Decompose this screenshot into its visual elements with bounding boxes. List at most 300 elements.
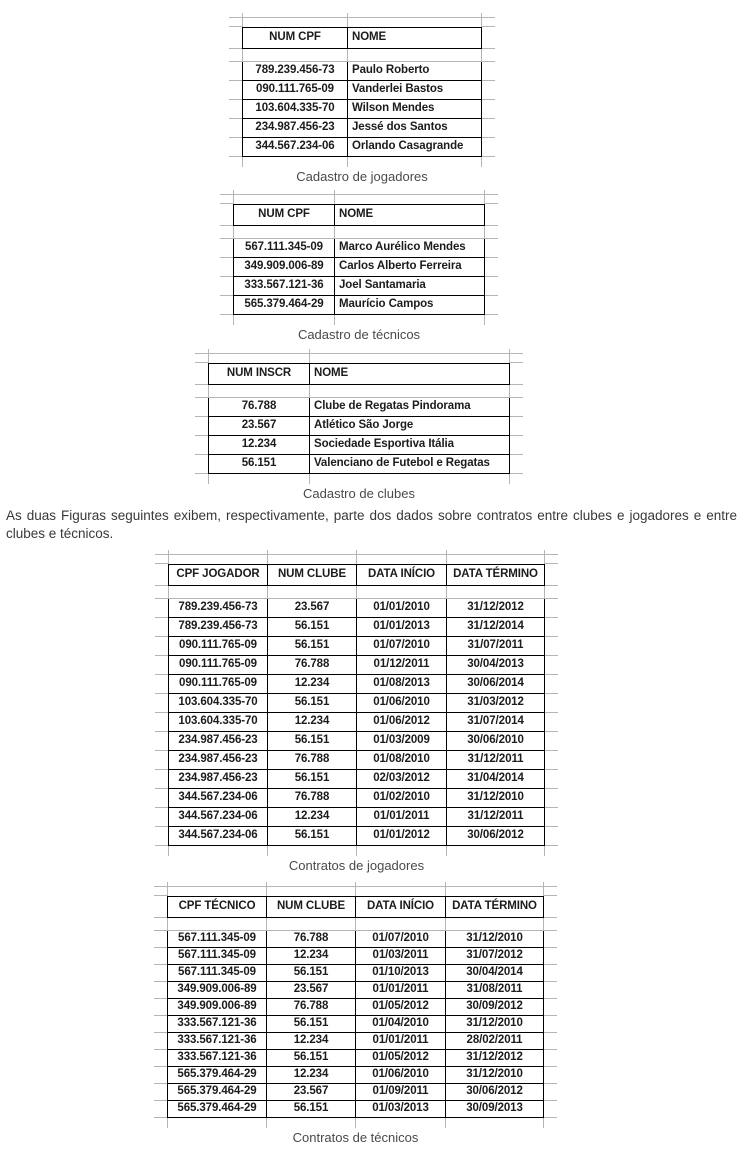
cell: 090.111.765-09 <box>242 81 348 100</box>
cell: 349.909.006-89 <box>233 258 335 277</box>
gridline-fringe-cell <box>510 417 523 436</box>
cell: 56.151 <box>267 1101 356 1118</box>
cell: 01/06/2010 <box>357 694 447 713</box>
gridline-fringe-cell <box>545 732 558 751</box>
cell: 565.379.464-29 <box>167 1067 267 1084</box>
caption-cadastro-de-clubes: Cadastro de clubes <box>302 486 415 501</box>
cell: 789.239.456-73 <box>242 62 348 81</box>
gridline-fringe-cell <box>242 18 348 27</box>
gridline-fringe-cell <box>485 204 498 226</box>
cell: 01/06/2012 <box>357 713 447 732</box>
cell: 01/03/2011 <box>356 948 446 965</box>
gridline-fringe-cell <box>544 999 557 1016</box>
excel-table-host <box>155 550 558 856</box>
gridline-fringe-cell <box>485 239 498 258</box>
gridline-fringe-cell <box>348 18 482 27</box>
caption-cadastro-de-jogadores: Cadastro de jogadores <box>296 169 428 184</box>
cell: Jessé dos Santos <box>348 119 482 138</box>
cell: 01/05/2012 <box>356 1050 446 1067</box>
column-header: NUM CPF <box>242 27 348 49</box>
gridline-fringe-cell <box>154 1118 167 1128</box>
gridline-fringe-cell <box>154 887 167 896</box>
cell: 12.234 <box>268 675 357 694</box>
gridline-fringe-cell <box>195 455 208 474</box>
column-header: NUM CPF <box>233 204 335 226</box>
gridline-fringe-cell <box>446 887 544 896</box>
gridline-fringe-cell <box>220 315 233 325</box>
gridline-fringe-cell <box>545 846 558 856</box>
gridline-fringe-cell <box>545 770 558 789</box>
gridline-fringe-cell <box>482 119 495 138</box>
gridline-fringe-cell <box>544 1101 557 1118</box>
cell: 56.151 <box>268 694 357 713</box>
excel-table-host <box>220 190 498 325</box>
cell: 01/02/2010 <box>357 789 447 808</box>
table-cadastro-de-clubes <box>195 349 523 484</box>
cell: 01/05/2012 <box>356 999 446 1016</box>
gridline-fringe-cell <box>545 618 558 637</box>
gridline-fringe-cell <box>482 27 495 49</box>
column-header: NOME <box>310 363 510 385</box>
cell: 30/04/2013 <box>447 656 545 675</box>
gridline-fringe-cell <box>544 965 557 982</box>
gridline-fringe-cell <box>195 398 208 417</box>
gridline-fringe-cell <box>229 62 242 81</box>
gridline-fringe-cell <box>485 315 498 325</box>
gridline-fringe-cell <box>229 138 242 157</box>
cell: Wilson Mendes <box>348 100 482 119</box>
cell: 76.788 <box>208 398 310 417</box>
cell: 344.567.234-06 <box>168 827 268 846</box>
column-header: NUM INSCR <box>208 363 310 385</box>
gridline-fringe-cell <box>220 277 233 296</box>
cell: 56.151 <box>208 455 310 474</box>
cell: 01/07/2010 <box>356 931 446 948</box>
cell: 31/12/2010 <box>447 789 545 808</box>
gridline-fringe-cell <box>195 385 208 398</box>
cell: 567.111.345-09 <box>167 965 267 982</box>
cell: 30/09/2012 <box>446 999 544 1016</box>
cell: 31/12/2010 <box>446 931 544 948</box>
cell: Carlos Alberto Ferreira <box>335 258 485 277</box>
gridline-fringe-cell <box>510 398 523 417</box>
gridline-fringe-cell <box>485 195 498 204</box>
excel-table-host <box>195 349 523 484</box>
cell: 01/01/2013 <box>357 618 447 637</box>
gridline-fringe-cell <box>545 599 558 618</box>
gridline-fringe-cell <box>220 195 233 204</box>
figure-cadastro-de-tecnicos <box>220 190 498 343</box>
cell: 01/01/2011 <box>356 1033 446 1050</box>
cell: 090.111.765-09 <box>168 656 268 675</box>
cell: 01/03/2013 <box>356 1101 446 1118</box>
gridline-fringe-cell <box>544 931 557 948</box>
cell: 12.234 <box>267 1033 356 1050</box>
cell: 23.567 <box>267 982 356 999</box>
gridline-fringe-cell <box>510 436 523 455</box>
gridline-fringe-cell <box>208 354 310 363</box>
gridline-fringe-cell <box>544 896 557 918</box>
cell: 333.567.121-36 <box>167 1016 267 1033</box>
cell: 76.788 <box>268 751 357 770</box>
cell: Atlético São Jorge <box>310 417 510 436</box>
gridline-fringe-cell <box>155 675 168 694</box>
gridline-fringe-cell <box>482 81 495 100</box>
gridline-fringe-cell <box>485 258 498 277</box>
gridline-fringe-cell <box>482 138 495 157</box>
cell: 565.379.464-29 <box>167 1084 267 1101</box>
cell: 31/07/2012 <box>446 948 544 965</box>
column-header: NUM CLUBE <box>267 896 356 918</box>
caption-contratos-de-tecnicos: Contratos de técnicos <box>292 1130 419 1145</box>
gridline-fringe-cell <box>446 918 544 931</box>
cell: 30/06/2012 <box>447 827 545 846</box>
gridline-fringe-cell <box>229 119 242 138</box>
cell: 01/12/2011 <box>357 656 447 675</box>
gridline-fringe-cell <box>155 808 168 827</box>
cell: 31/07/2014 <box>447 713 545 732</box>
column-header: DATA INÍCIO <box>357 564 447 586</box>
cell: 333.567.121-36 <box>233 277 335 296</box>
gridline-fringe-cell <box>229 27 242 49</box>
gridline-fringe-cell <box>229 157 242 167</box>
cell: 31/12/2010 <box>446 1016 544 1033</box>
gridline-fringe-cell <box>447 555 545 564</box>
column-header: NOME <box>335 204 485 226</box>
gridline-fringe-cell <box>310 385 510 398</box>
document-page <box>0 13 745 1166</box>
cell: 01/03/2009 <box>357 732 447 751</box>
cell: 565.379.464-29 <box>167 1101 267 1118</box>
gridline-fringe-cell <box>155 751 168 770</box>
gridline-fringe-cell <box>155 564 168 586</box>
cell: Paulo Roberto <box>348 62 482 81</box>
cell: Marco Aurélico Mendes <box>335 239 485 258</box>
gridline-fringe-cell <box>155 637 168 656</box>
gridline-fringe-cell <box>229 49 242 62</box>
cell: 789.239.456-73 <box>168 599 268 618</box>
cell: 12.234 <box>267 948 356 965</box>
cell: 103.604.335-70 <box>168 713 268 732</box>
cell: 76.788 <box>267 931 356 948</box>
excel-table-host <box>154 882 557 1128</box>
gridline-fringe-cell <box>544 1033 557 1050</box>
cell: 01/08/2013 <box>357 675 447 694</box>
cell: 56.151 <box>268 618 357 637</box>
gridline-fringe-cell <box>155 618 168 637</box>
gridline-fringe-cell <box>155 846 168 856</box>
gridline-fringe-cell <box>510 455 523 474</box>
cell: 31/12/2012 <box>447 599 545 618</box>
gridline-fringe-cell <box>155 713 168 732</box>
cell: 333.567.121-36 <box>167 1033 267 1050</box>
figure-cadastro-de-jogadores <box>229 13 495 185</box>
caption-cadastro-de-tecnicos: Cadastro de técnicos <box>297 327 421 342</box>
cell: 31/07/2011 <box>447 637 545 656</box>
gridline-fringe-cell <box>357 846 447 856</box>
gridline-fringe-cell <box>356 1118 446 1128</box>
cell: 31/03/2012 <box>447 694 545 713</box>
figure-contratos-de-jogadores <box>155 550 558 874</box>
gridline-fringe-cell <box>220 239 233 258</box>
gridline-fringe-cell <box>545 564 558 586</box>
cell: 344.567.234-06 <box>168 789 268 808</box>
cell: 234.987.456-23 <box>168 751 268 770</box>
gridline-fringe-cell <box>268 846 357 856</box>
cell: 789.239.456-73 <box>168 618 268 637</box>
gridline-fringe-cell <box>195 354 208 363</box>
gridline-fringe-cell <box>545 713 558 732</box>
cell: 56.151 <box>268 732 357 751</box>
column-header: CPF JOGADOR <box>168 564 268 586</box>
gridline-fringe-cell <box>220 258 233 277</box>
gridline-fringe-cell <box>357 555 447 564</box>
cell: 090.111.765-09 <box>168 637 268 656</box>
cell: 344.567.234-06 <box>168 808 268 827</box>
gridline-fringe-cell <box>229 100 242 119</box>
gridline-fringe-cell <box>357 586 447 599</box>
cell: 31/12/2011 <box>447 751 545 770</box>
cell: 12.234 <box>208 436 310 455</box>
gridline-fringe-cell <box>155 694 168 713</box>
cell: 01/01/2011 <box>356 982 446 999</box>
cell: 30/09/2013 <box>446 1101 544 1118</box>
gridline-fringe-cell <box>242 49 348 62</box>
cell: 01/01/2010 <box>357 599 447 618</box>
gridline-fringe-cell <box>545 751 558 770</box>
cell: 234.987.456-23 <box>242 119 348 138</box>
cell: 31/12/2014 <box>447 618 545 637</box>
gridline-fringe-cell <box>220 204 233 226</box>
cell: 23.567 <box>208 417 310 436</box>
cell: 30/06/2012 <box>446 1084 544 1101</box>
gridline-fringe-cell <box>267 1118 356 1128</box>
excel-table-host <box>229 13 495 167</box>
gridline-fringe-cell <box>154 896 167 918</box>
cell: 76.788 <box>267 999 356 1016</box>
gridline-fringe-cell <box>335 315 485 325</box>
cell: 31/12/2012 <box>446 1050 544 1067</box>
column-header: DATA TÉRMINO <box>446 896 544 918</box>
gridline-fringe-cell <box>154 1101 167 1118</box>
cell: 30/06/2010 <box>447 732 545 751</box>
gridline-fringe-cell <box>195 474 208 484</box>
gridline-fringe-cell <box>510 363 523 385</box>
gridline-fringe-cell <box>335 226 485 239</box>
gridline-fringe-cell <box>510 354 523 363</box>
gridline-fringe-cell <box>544 948 557 965</box>
table-cadastro-de-tecnicos <box>220 190 498 325</box>
gridline-fringe-cell <box>195 436 208 455</box>
column-header: CPF TÉCNICO <box>167 896 267 918</box>
gridline-fringe-cell <box>154 1016 167 1033</box>
cell: 31/12/2010 <box>446 1067 544 1084</box>
gridline-fringe-cell <box>154 948 167 965</box>
gridline-fringe-cell <box>155 732 168 751</box>
gridline-fringe-cell <box>168 586 268 599</box>
figure-cadastro-de-clubes <box>195 349 523 502</box>
gridline-fringe-cell <box>544 982 557 999</box>
cell: 103.604.335-70 <box>242 100 348 119</box>
cell: 01/06/2010 <box>356 1067 446 1084</box>
gridline-fringe-cell <box>545 694 558 713</box>
gridline-fringe-cell <box>155 827 168 846</box>
cell: 23.567 <box>267 1084 356 1101</box>
gridline-fringe-cell <box>356 887 446 896</box>
gridline-fringe-cell <box>229 18 242 27</box>
gridline-fringe-cell <box>348 157 482 167</box>
cell: Clube de Regatas Pindorama <box>310 398 510 417</box>
gridline-fringe-cell <box>208 474 310 484</box>
cell: 01/07/2010 <box>357 637 447 656</box>
cell: 103.604.335-70 <box>168 694 268 713</box>
table-contratos-de-tecnicos <box>154 882 557 1128</box>
cell: Maurício Campos <box>335 296 485 315</box>
gridline-fringe-cell <box>154 999 167 1016</box>
cell: 56.151 <box>267 1050 356 1067</box>
cell: Sociedade Esportiva Itália <box>310 436 510 455</box>
cell: 12.234 <box>267 1067 356 1084</box>
gridline-fringe-cell <box>154 931 167 948</box>
cell: 090.111.765-09 <box>168 675 268 694</box>
cell: 30/04/2014 <box>446 965 544 982</box>
gridline-fringe-cell <box>482 62 495 81</box>
gridline-fringe-cell <box>154 982 167 999</box>
gridline-fringe-cell <box>242 157 348 167</box>
cell: 01/01/2011 <box>357 808 447 827</box>
gridline-fringe-cell <box>220 296 233 315</box>
cell: 01/09/2011 <box>356 1084 446 1101</box>
gridline-fringe-cell <box>267 918 356 931</box>
cell: 234.987.456-23 <box>168 770 268 789</box>
gridline-fringe-cell <box>482 49 495 62</box>
gridline-fringe-cell <box>348 49 482 62</box>
cell: 28/02/2011 <box>446 1033 544 1050</box>
gridline-fringe-cell <box>168 555 268 564</box>
gridline-fringe-cell <box>233 195 335 204</box>
cell: 56.151 <box>268 827 357 846</box>
gridline-fringe-cell <box>167 1118 267 1128</box>
cell: 56.151 <box>267 1016 356 1033</box>
cell: 12.234 <box>268 713 357 732</box>
cell: 31/04/2014 <box>447 770 545 789</box>
cell: 12.234 <box>268 808 357 827</box>
gridline-fringe-cell <box>510 474 523 484</box>
gridline-fringe-cell <box>447 846 545 856</box>
gridline-fringe-cell <box>267 887 356 896</box>
gridline-fringe-cell <box>154 918 167 931</box>
cell: 333.567.121-36 <box>167 1050 267 1067</box>
gridline-fringe-cell <box>544 1016 557 1033</box>
gridline-fringe-cell <box>545 656 558 675</box>
gridline-fringe-cell <box>545 637 558 656</box>
cell: 349.909.006-89 <box>167 982 267 999</box>
caption-contratos-de-jogadores: Contratos de jogadores <box>288 858 425 873</box>
cell: 30/06/2014 <box>447 675 545 694</box>
gridline-fringe-cell <box>544 918 557 931</box>
gridline-fringe-cell <box>545 808 558 827</box>
gridline-fringe-cell <box>155 599 168 618</box>
gridline-fringe-cell <box>167 918 267 931</box>
column-header: DATA TÉRMINO <box>447 564 545 586</box>
gridline-fringe-cell <box>335 195 485 204</box>
gridline-fringe-cell <box>545 555 558 564</box>
gridline-fringe-cell <box>154 1050 167 1067</box>
gridline-fringe-cell <box>195 417 208 436</box>
cell: 76.788 <box>268 656 357 675</box>
cell: 31/12/2011 <box>447 808 545 827</box>
cell: 23.567 <box>268 599 357 618</box>
gridline-fringe-cell <box>233 315 335 325</box>
cell: 567.111.345-09 <box>233 239 335 258</box>
cell: 56.151 <box>268 770 357 789</box>
gridline-fringe-cell <box>545 789 558 808</box>
gridline-fringe-cell <box>155 789 168 808</box>
gridline-fringe-cell <box>154 1084 167 1101</box>
gridline-fringe-cell <box>545 675 558 694</box>
column-header: NOME <box>348 27 482 49</box>
cell: 56.151 <box>268 637 357 656</box>
cell: 01/04/2010 <box>356 1016 446 1033</box>
gridline-fringe-cell <box>229 81 242 100</box>
gridline-fringe-cell <box>155 656 168 675</box>
gridline-fringe-cell <box>167 887 267 896</box>
gridline-fringe-cell <box>545 827 558 846</box>
column-header: DATA INÍCIO <box>356 896 446 918</box>
gridline-fringe-cell <box>310 354 510 363</box>
gridline-fringe-cell <box>544 1050 557 1067</box>
cell: 76.788 <box>268 789 357 808</box>
gridline-fringe-cell <box>545 586 558 599</box>
gridline-fringe-cell <box>544 887 557 896</box>
gridline-fringe-cell <box>447 586 545 599</box>
cell: Vanderlei Bastos <box>348 81 482 100</box>
cell: 234.987.456-23 <box>168 732 268 751</box>
gridline-fringe-cell <box>544 1067 557 1084</box>
cell: 567.111.345-09 <box>167 948 267 965</box>
cell: 02/03/2012 <box>357 770 447 789</box>
cell: 01/08/2010 <box>357 751 447 770</box>
cell: Joel Santamaria <box>335 277 485 296</box>
gridline-fringe-cell <box>154 1067 167 1084</box>
table-cadastro-de-jogadores <box>229 13 495 167</box>
gridline-fringe-cell <box>544 1084 557 1101</box>
gridline-fringe-cell <box>155 770 168 789</box>
gridline-fringe-cell <box>208 385 310 398</box>
cell: 344.567.234-06 <box>242 138 348 157</box>
gridline-fringe-cell <box>268 555 357 564</box>
gridline-fringe-cell <box>482 18 495 27</box>
gridline-fringe-cell <box>154 1033 167 1050</box>
gridline-fringe-cell <box>310 474 510 484</box>
gridline-fringe-cell <box>168 846 268 856</box>
gridline-fringe-cell <box>195 363 208 385</box>
gridline-fringe-cell <box>485 226 498 239</box>
gridline-fringe-cell <box>544 1118 557 1128</box>
cell: Valenciano de Futebol e Regatas <box>310 455 510 474</box>
gridline-fringe-cell <box>446 1118 544 1128</box>
gridline-fringe-cell <box>268 586 357 599</box>
gridline-fringe-cell <box>154 965 167 982</box>
gridline-fringe-cell <box>155 586 168 599</box>
cell: 31/08/2011 <box>446 982 544 999</box>
cell: 567.111.345-09 <box>167 931 267 948</box>
gridline-fringe-cell <box>233 226 335 239</box>
cell: 01/10/2013 <box>356 965 446 982</box>
cell: 565.379.464-29 <box>233 296 335 315</box>
gridline-fringe-cell <box>356 918 446 931</box>
table-contratos-de-jogadores <box>155 550 558 856</box>
